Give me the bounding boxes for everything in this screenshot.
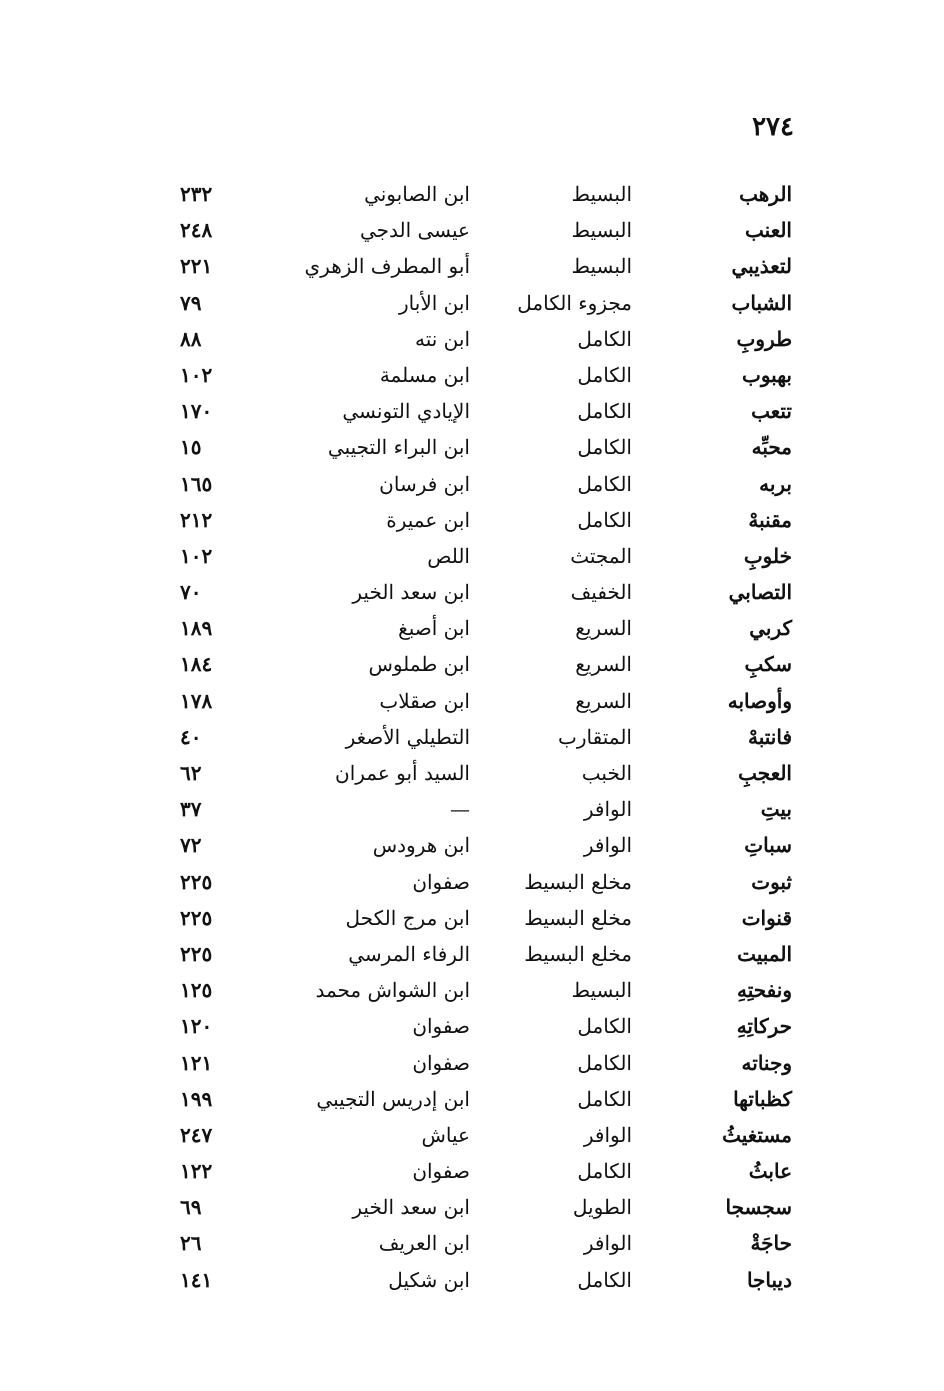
- poet-name: ابن العريف: [378, 1231, 470, 1256]
- index-row: [160, 538, 800, 574]
- index-row: [160, 429, 800, 465]
- poetic-meter: السريع: [575, 652, 632, 677]
- page-reference: ٦٩: [180, 1195, 202, 1220]
- page-reference: ٢٢٥: [180, 905, 213, 930]
- page-reference: ١٤١: [180, 1267, 213, 1292]
- poet-name: عيسى الدجي: [359, 218, 470, 243]
- poetic-meter: السريع: [575, 688, 632, 713]
- poetic-meter: الكامل: [577, 1267, 632, 1292]
- index-row: [160, 900, 800, 936]
- rhyme-word: بيتِ: [760, 797, 792, 822]
- page-number: ٢٧٤: [752, 112, 794, 142]
- page-reference: ١٢٠: [180, 1014, 213, 1039]
- poet-name: اللص: [427, 543, 470, 568]
- page-reference: ١٨٤: [180, 652, 213, 677]
- poet-name: صفوان: [412, 1050, 470, 1075]
- poetic-meter: الكامل: [577, 1159, 632, 1184]
- page-reference: ٤٠: [180, 724, 202, 749]
- page-reference: ٧٢: [180, 833, 202, 858]
- page-reference: ٢٤٨: [180, 218, 213, 243]
- poet-name: ابن صقلاب: [379, 688, 470, 713]
- index-row: [160, 248, 800, 284]
- index-row: [160, 1008, 800, 1044]
- page-reference: ٢٢٥: [180, 941, 213, 966]
- rhyme-word: لتعذيبي: [731, 254, 792, 279]
- index-row: [160, 1225, 800, 1261]
- rhyme-word: كربي: [749, 616, 792, 641]
- rhyme-word: بربه: [759, 471, 792, 496]
- poet-name: ابن إدريس التجيبي: [316, 1086, 470, 1111]
- index-row: [160, 1189, 800, 1225]
- rhyme-word: ثبوت: [751, 869, 792, 894]
- poet-name: التطيلي الأصغر: [345, 724, 470, 749]
- index-row: [160, 466, 800, 502]
- poetic-meter: البسيط: [571, 254, 632, 279]
- rhyme-word: الرهب: [739, 182, 792, 206]
- poetic-meter: الكامل: [577, 435, 632, 460]
- rhyme-word: فانتبهْ: [747, 724, 792, 749]
- page-reference: ٢٢١: [180, 254, 213, 279]
- rhyme-word: طروبِ: [736, 326, 792, 351]
- rhyme-word: تتعب: [751, 399, 792, 424]
- index-row: [160, 502, 800, 538]
- poetic-meter: الكامل: [577, 507, 632, 532]
- rhyme-word: العجبِ: [738, 761, 792, 785]
- poetic-meter: الكامل: [577, 362, 632, 387]
- page-reference: ١٠٢: [180, 362, 213, 387]
- poetic-meter: الخفيف: [570, 580, 632, 605]
- poet-name: ابن شكيل: [388, 1267, 470, 1292]
- poetic-meter: الكامل: [577, 471, 632, 496]
- page-reference: ٢٤٧: [180, 1122, 213, 1147]
- index-row: [160, 646, 800, 682]
- poetic-meter: الكامل: [577, 1014, 632, 1039]
- poetic-meter: الكامل: [577, 1050, 632, 1075]
- rhyme-word: وأوصابه: [727, 688, 792, 713]
- rhyme-word: حركاتِهِ: [736, 1014, 792, 1039]
- page-reference: ١٦٥: [180, 471, 213, 496]
- poetic-meter: مخلع البسيط: [524, 941, 632, 966]
- index-row: [160, 321, 800, 357]
- page-reference: ١٧٠: [180, 399, 213, 424]
- poetic-meter: البسيط: [571, 978, 632, 1003]
- rhyme-word: الشباب: [731, 290, 792, 315]
- poet-name: ابن سعد الخير: [352, 580, 470, 605]
- index-row: [160, 212, 800, 248]
- page-reference: ٣٧: [180, 797, 202, 822]
- poetic-meter: الوافر: [583, 833, 632, 858]
- poetic-meter: البسيط: [571, 218, 632, 243]
- rhyme-word: التصابي: [728, 580, 792, 605]
- poet-name: ابن مرج الكحل: [345, 905, 470, 930]
- index-row: [160, 1081, 800, 1117]
- page-reference: ٧٩: [180, 290, 202, 315]
- index-row: [160, 610, 800, 646]
- poetic-meter: الوافر: [583, 1231, 632, 1256]
- poet-name: ابن مسلمة: [379, 362, 470, 387]
- page-reference: ٧٠: [180, 580, 202, 605]
- rhyme-word: المبيت: [737, 941, 792, 966]
- rhyme-word: قنوات: [741, 905, 792, 930]
- poetic-meter: مجزوء الكامل: [517, 290, 632, 315]
- index-row: [160, 936, 800, 972]
- index-row: [160, 285, 800, 321]
- rhyme-word: مستغيثُ: [722, 1122, 792, 1147]
- poetic-meter: المتقارب: [558, 724, 632, 749]
- poet-name: الرفاء المرسي: [348, 941, 470, 966]
- rhyme-word: خلوبِ: [743, 543, 792, 568]
- index-row: [160, 1045, 800, 1081]
- page-reference: ١٢٥: [180, 978, 213, 1003]
- rhyme-index-table: [160, 176, 800, 1298]
- poetic-meter: الوافر: [583, 1122, 632, 1147]
- poet-name: ابن فرسان: [379, 471, 470, 496]
- poet-name: الإيادي التونسي: [342, 399, 470, 424]
- rhyme-word: وجناته: [741, 1050, 792, 1075]
- page-reference: ١٢٢: [180, 1159, 213, 1184]
- page-reference: ٨٨: [180, 326, 202, 351]
- index-row: [160, 393, 800, 429]
- rhyme-word: عابثُ: [748, 1159, 792, 1184]
- index-row: [160, 176, 800, 212]
- rhyme-word: العنب: [745, 218, 792, 243]
- page-reference: ١٢١: [180, 1050, 213, 1075]
- rhyme-word: بهبوب: [742, 362, 792, 387]
- poet-name: السيد أبو عمران: [335, 761, 470, 785]
- rhyme-word: محبِّه: [751, 435, 792, 460]
- index-row: [160, 719, 800, 755]
- rhyme-word: ونفحتِهِ: [736, 978, 792, 1003]
- poetic-meter: مخلع البسيط: [524, 905, 632, 930]
- index-row: [160, 1117, 800, 1153]
- page-reference: ٢٦: [180, 1231, 202, 1256]
- poet-name: صفوان: [412, 1159, 470, 1184]
- index-row: [160, 827, 800, 863]
- poet-name: ابن الشواش محمد: [315, 978, 470, 1003]
- poet-name: ابن هرودس: [372, 833, 470, 858]
- rhyme-word: كظباتها: [733, 1086, 792, 1111]
- poet-name: صفوان: [412, 1014, 470, 1039]
- page-reference: ١٧٨: [180, 688, 213, 713]
- page-reference: ١٨٩: [180, 616, 213, 641]
- poetic-meter: الطويل: [572, 1195, 632, 1220]
- index-row: [160, 791, 800, 827]
- index-row: [160, 755, 800, 791]
- poetic-meter: الكامل: [577, 326, 632, 351]
- page-reference: ١٠٢: [180, 543, 213, 568]
- page-reference: ٦٢: [180, 761, 202, 785]
- rhyme-word: حاجَةْ: [750, 1231, 792, 1256]
- index-row: [160, 1153, 800, 1189]
- rhyme-word: سباتِ: [744, 833, 792, 858]
- poetic-meter: الوافر: [583, 797, 632, 822]
- poet-name: أبو المطرف الزهري: [304, 254, 470, 279]
- rhyme-word: سجسجا: [725, 1195, 792, 1220]
- poet-name: ابن البراء التجيبي: [327, 435, 470, 460]
- poet-name: صفوان: [412, 869, 470, 894]
- page-reference: ٢٣٢: [180, 182, 213, 206]
- page-reference: ١٥: [180, 435, 202, 460]
- page-reference: ٢١٢: [180, 507, 213, 532]
- index-row: [160, 683, 800, 719]
- poetic-meter: الكامل: [577, 1086, 632, 1111]
- poet-name: —: [450, 797, 470, 822]
- rhyme-word: ديباجا: [746, 1267, 792, 1292]
- index-row: [160, 864, 800, 900]
- rhyme-word: مقنبهْ: [748, 507, 792, 532]
- poetic-meter: المجتث: [570, 543, 632, 568]
- poetic-meter: الخبب: [581, 761, 632, 785]
- page-reference: ١٩٩: [180, 1086, 213, 1111]
- poet-name: عياش: [421, 1122, 470, 1147]
- poetic-meter: الكامل: [577, 399, 632, 424]
- poetic-meter: السريع: [575, 616, 632, 641]
- poet-name: ابن سعد الخير: [352, 1195, 470, 1220]
- poet-name: ابن نته: [414, 326, 470, 351]
- poetic-meter: البسيط: [571, 182, 632, 206]
- poet-name: ابن أصبغ: [398, 616, 470, 641]
- index-row: [160, 1262, 800, 1298]
- poet-name: ابن طملوس: [368, 652, 470, 677]
- poet-name: ابن الأبار: [399, 290, 470, 315]
- page-reference: ٢٢٥: [180, 869, 213, 894]
- rhyme-word: سكبِ: [744, 652, 792, 677]
- poet-name: ابن عميرة: [386, 507, 470, 532]
- index-row: [160, 574, 800, 610]
- index-row: [160, 357, 800, 393]
- poetic-meter: مخلع البسيط: [524, 869, 632, 894]
- index-row: [160, 972, 800, 1008]
- poet-name: ابن الصابوني: [364, 182, 470, 206]
